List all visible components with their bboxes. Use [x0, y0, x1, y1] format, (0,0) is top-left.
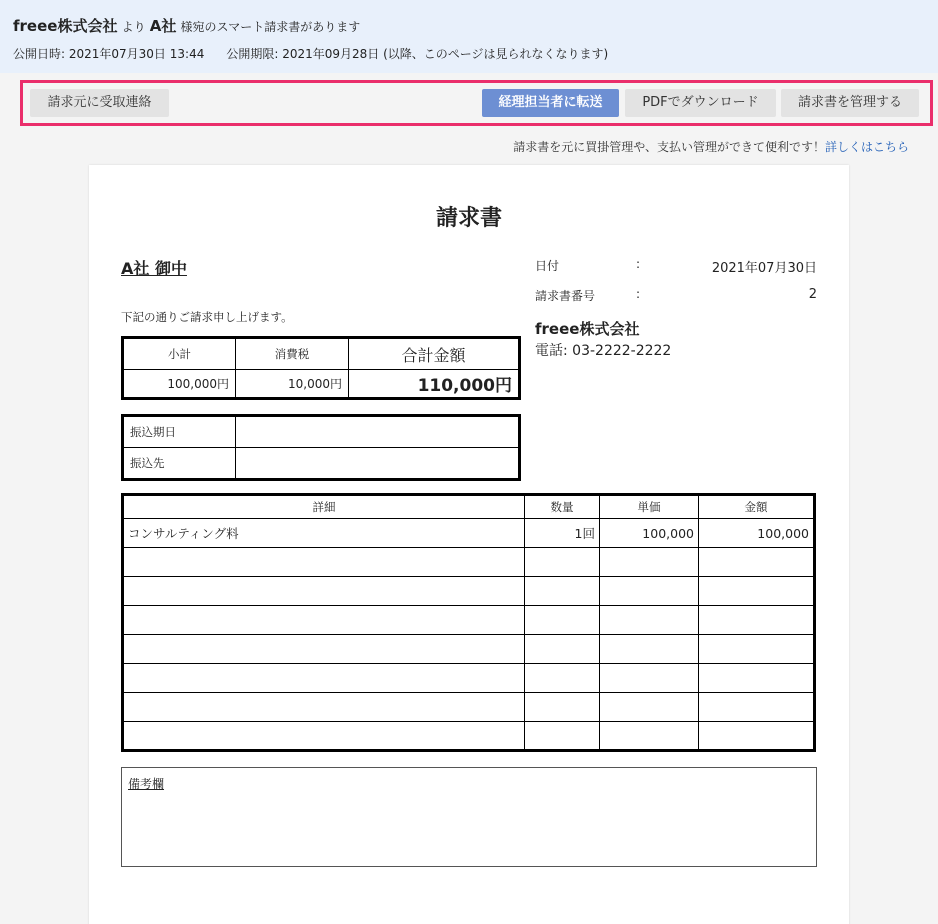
from-text: より	[121, 20, 146, 34]
item-unit-price: 100,000	[600, 519, 699, 548]
manage-invoice-button[interactable]: 請求書を管理する	[781, 89, 919, 117]
payee-label: 振込先	[123, 448, 236, 480]
recipient-name: A社	[149, 17, 177, 35]
action-toolbar	[20, 80, 933, 126]
date-row	[535, 257, 817, 287]
number-separator: :	[636, 287, 641, 301]
payment-table	[121, 414, 521, 481]
table-row	[123, 606, 815, 635]
invoice-document	[89, 165, 849, 924]
item-detail	[123, 664, 525, 693]
learn-more-link[interactable]: 詳しくはこちら	[824, 140, 909, 154]
number-row	[535, 287, 817, 317]
item-quantity	[525, 577, 600, 606]
item-detail	[123, 577, 525, 606]
item-detail	[123, 693, 525, 722]
table-row	[123, 722, 815, 751]
table-row	[123, 577, 815, 606]
tax-value: 10,000円	[236, 370, 349, 399]
banner-message: 様宛のスマート請求書があります	[180, 20, 361, 34]
item-amount	[699, 548, 815, 577]
table-row	[123, 664, 815, 693]
table-row	[123, 693, 815, 722]
table-row	[123, 635, 815, 664]
item-quantity: 1回	[525, 519, 600, 548]
item-amount: 100,000	[699, 519, 815, 548]
item-amount	[699, 693, 815, 722]
table-row	[123, 548, 815, 577]
client-name: A社 御中	[121, 259, 187, 278]
expiry-date: 公開期限: 2021年09月28日 (以降、このページは見られなくなります)	[226, 47, 609, 61]
item-unit-price	[600, 722, 699, 751]
item-detail	[123, 548, 525, 577]
invoice-intro: 下記の通りご請求申し上げます。	[121, 310, 293, 324]
banner-headline	[13, 15, 360, 36]
download-pdf-button[interactable]: PDFでダウンロード	[625, 89, 776, 117]
item-unit-price	[600, 693, 699, 722]
total-header: 合計金額	[349, 338, 520, 370]
item-quantity	[525, 635, 600, 664]
forward-to-accountant-button[interactable]: 経理担当者に転送	[482, 89, 619, 117]
quantity-header: 数量	[525, 495, 600, 519]
subtotal-value: 100,000円	[123, 370, 236, 399]
tax-header: 消費税	[236, 338, 349, 370]
invoice-number-label: 請求書番号	[535, 289, 596, 303]
due-date-value	[236, 416, 520, 448]
date-separator: :	[636, 257, 641, 271]
item-unit-price	[600, 606, 699, 635]
item-amount	[699, 606, 815, 635]
item-unit-price	[600, 664, 699, 693]
item-amount	[699, 577, 815, 606]
invoice-title: 請求書	[435, 206, 502, 231]
invoice-meta	[535, 257, 817, 317]
date-value: 2021年07月30日	[711, 261, 817, 276]
unit-price-header: 単価	[600, 495, 699, 519]
subtotal-header: 小計	[123, 338, 236, 370]
items-header-row	[123, 495, 815, 519]
item-quantity	[525, 722, 600, 751]
totals-table	[121, 336, 521, 400]
payee-value	[236, 448, 520, 480]
amount-header: 金額	[699, 495, 815, 519]
item-detail	[123, 722, 525, 751]
item-unit-price	[600, 548, 699, 577]
item-amount	[699, 664, 815, 693]
issuer-name: freee株式会社	[535, 320, 640, 338]
contact-sender-button[interactable]: 請求元に受取連絡	[30, 89, 169, 117]
remarks-box	[121, 767, 817, 867]
promo-message: 請求書を元に買掛管理や、支払い管理ができて便利です！	[513, 140, 825, 154]
date-label: 日付	[535, 259, 560, 273]
remarks-label: 備考欄	[128, 777, 165, 791]
item-amount	[699, 722, 815, 751]
detail-header: 詳細	[123, 495, 525, 519]
item-quantity	[525, 606, 600, 635]
table-row	[123, 519, 815, 548]
item-unit-price	[600, 577, 699, 606]
item-unit-price	[600, 635, 699, 664]
due-date-label: 振込期日	[123, 416, 236, 448]
total-value: 110,000円	[349, 370, 520, 399]
item-detail: コンサルティング料	[123, 519, 525, 548]
item-quantity	[525, 664, 600, 693]
item-amount	[699, 635, 815, 664]
item-quantity	[525, 693, 600, 722]
invoice-number-value: 2	[808, 287, 817, 302]
item-detail	[123, 635, 525, 664]
sender-name: freee株式会社	[13, 17, 118, 35]
notification-banner	[0, 0, 938, 73]
item-detail	[123, 606, 525, 635]
line-items-table	[121, 493, 816, 752]
issuer-phone: 電話: 03-2222-2222	[535, 343, 672, 359]
item-quantity	[525, 548, 600, 577]
published-date: 公開日時: 2021年07月30日 13:44	[13, 47, 205, 61]
banner-dates	[13, 45, 608, 62]
promo-text	[513, 138, 909, 155]
